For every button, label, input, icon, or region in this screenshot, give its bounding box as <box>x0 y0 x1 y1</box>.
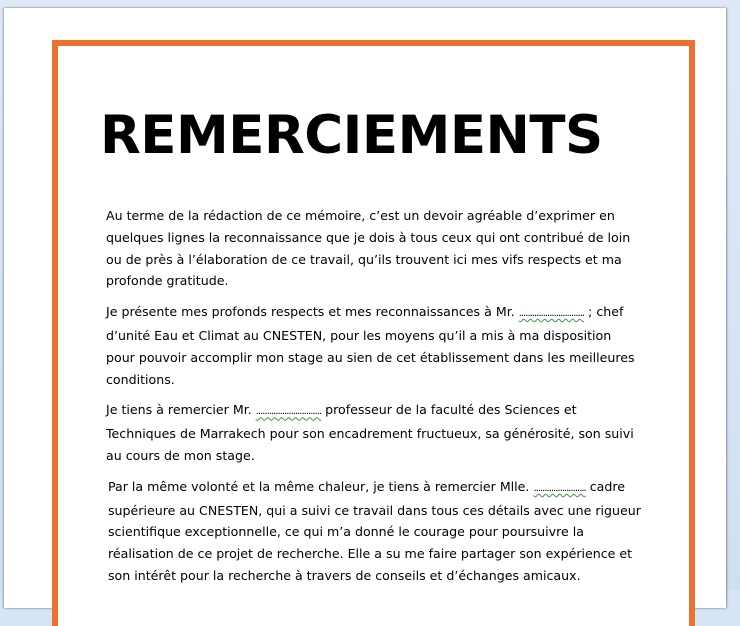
paragraph-text-after: ; chef d’unité Eau et Climat au CNESTEN, pour les moyens qu’il a mis à ma disposition pour pouvoir accomplir mon stage au sien de cet établissement dans les meilleures conditions. <box>106 304 635 387</box>
paragraph-unit-chief <box>106 301 644 390</box>
paragraph-text-before: Je présente mes profonds respects et mes reconnaissances à Mr. <box>106 304 519 320</box>
name-placeholder: .............................. <box>518 308 585 320</box>
paragraph-professor <box>106 399 644 466</box>
document-title: REMERCIEMENTS <box>100 105 603 166</box>
paragraph-text-after: professeur de la faculté des Sciences et Techniques de Marrakech pour son encadrement fructueux, sa générosité, son suivi au cours de mon stage. <box>106 402 634 463</box>
name-placeholder: ........................ <box>533 482 586 494</box>
name-placeholder: .............................. <box>255 406 322 418</box>
document-body[interactable] <box>106 205 644 596</box>
paragraph-supervisor <box>106 476 644 587</box>
paragraph-intro: Au terme de la rédaction de ce mémoire, c’est un devoir agréable d’exprimer en quelques lignes la reconnaissance que je dois à tous ceux qui ont contribué de loin ou de près à l’élaboration de ce travail, qu’ils trouvent ici mes vifs respects et ma profonde gratitude. <box>106 208 631 289</box>
paragraph-text-before: Je tiens à remercier Mr. <box>106 402 256 418</box>
paragraph-text-before: Par la même volonté et la même chaleur, je tiens à remercier Mlle. <box>108 478 534 494</box>
paragraph-text-after: cadre supérieure au CNESTEN, qui a suivi ce travail dans tous ces détails avec une rigueur scientifique exceptionnelle, ce qui m’a donné le courage pour poursuivre la réalisation de ce projet de recherche. Elle a su me faire partager son expérience et son intérêt pour la recherche à travers de conseils et d’échanges amicaux. <box>108 478 641 583</box>
